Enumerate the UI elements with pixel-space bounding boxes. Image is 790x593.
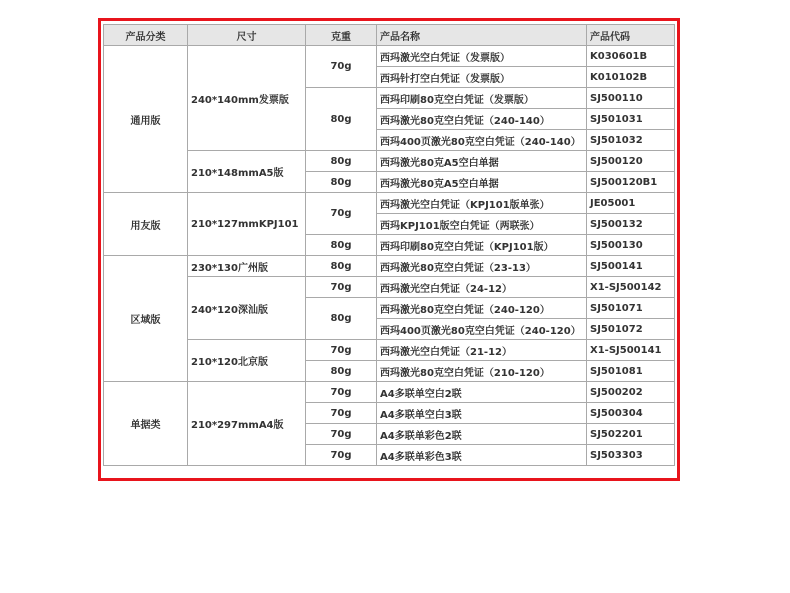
product-name-cell: 西玛激光80克空白凭证（240-120） (377, 298, 587, 319)
product-name-cell: A4多联单空白2联 (377, 382, 587, 403)
size-cell: 210*148mmA5版 (188, 151, 306, 193)
table-body (104, 46, 675, 466)
weight-cell: 70g (306, 403, 377, 424)
weight-cell: 80g (306, 235, 377, 256)
category-cell: 用友版 (104, 193, 188, 256)
product-name-cell: 西玛激光80克空白凭证（23-13） (377, 256, 587, 277)
weight-cell: 70g (306, 424, 377, 445)
product-name-cell: 西玛KPJ101版空白凭证（两联张） (377, 214, 587, 235)
table-frame (98, 18, 680, 481)
product-code-cell: SJ500120 (587, 151, 675, 172)
header-product-name: 产品名称 (377, 25, 587, 46)
product-code-cell: SJ500130 (587, 235, 675, 256)
product-code-cell: SJ501032 (587, 130, 675, 151)
product-spec-table (103, 24, 675, 466)
product-name-cell: 西玛针打空白凭证（发票版） (377, 67, 587, 88)
weight-cell: 70g (306, 382, 377, 403)
size-cell: 240*140mm发票版 (188, 46, 306, 151)
product-name-cell: 西玛激光80克空白凭证（240-140） (377, 109, 587, 130)
weight-cell: 80g (306, 151, 377, 172)
weight-cell: 80g (306, 256, 377, 277)
weight-cell: 70g (306, 277, 377, 298)
header-size: 尺寸 (188, 25, 306, 46)
product-code-cell: SJ500304 (587, 403, 675, 424)
weight-cell: 80g (306, 361, 377, 382)
size-cell: 210*120北京版 (188, 340, 306, 382)
product-code-cell: SJ501081 (587, 361, 675, 382)
size-cell: 210*127mmKPJ101 (188, 193, 306, 256)
product-name-cell: 西玛激光空白凭证（21-12） (377, 340, 587, 361)
product-name-cell: 西玛400页激光80克空白凭证（240-120） (377, 319, 587, 340)
product-code-cell: SJ502201 (587, 424, 675, 445)
size-cell: 210*297mmA4版 (188, 382, 306, 466)
product-name-cell: 西玛激光空白凭证（KPJ101版单张） (377, 193, 587, 214)
product-name-cell: 西玛激光空白凭证（发票版） (377, 46, 587, 67)
product-code-cell: SJ501072 (587, 319, 675, 340)
product-name-cell: 西玛印刷80克空白凭证（KPJ101版） (377, 235, 587, 256)
product-code-cell: SJ500120B1 (587, 172, 675, 193)
product-code-cell: SJ503303 (587, 445, 675, 466)
product-code-cell: K010102B (587, 67, 675, 88)
category-cell: 区域版 (104, 256, 188, 382)
weight-cell: 70g (306, 445, 377, 466)
table-row (104, 277, 675, 298)
weight-cell: 80g (306, 172, 377, 193)
product-code-cell: SJ500141 (587, 256, 675, 277)
product-name-cell: 西玛激光80克A5空白单据 (377, 151, 587, 172)
header-weight: 克重 (306, 25, 377, 46)
header-category: 产品分类 (104, 25, 188, 46)
table-row (104, 46, 675, 67)
product-code-cell: SJ500132 (587, 214, 675, 235)
weight-cell: 70g (306, 193, 377, 235)
product-code-cell: SJ501071 (587, 298, 675, 319)
product-name-cell: 西玛印刷80克空白凭证（发票版） (377, 88, 587, 109)
weight-cell: 80g (306, 298, 377, 340)
product-code-cell: X1-SJ500142 (587, 277, 675, 298)
size-cell: 230*130广州版 (188, 256, 306, 277)
product-code-cell: X1-SJ500141 (587, 340, 675, 361)
table-header-row (104, 25, 675, 46)
table-row (104, 382, 675, 403)
product-code-cell: SJ500202 (587, 382, 675, 403)
product-name-cell: A4多联单彩色2联 (377, 424, 587, 445)
table-row (104, 340, 675, 361)
category-cell: 通用版 (104, 46, 188, 193)
product-name-cell: 西玛激光空白凭证（24-12） (377, 277, 587, 298)
weight-cell: 70g (306, 46, 377, 88)
size-cell: 240*120深汕版 (188, 277, 306, 340)
category-cell: 单据类 (104, 382, 188, 466)
product-code-cell: SJ500110 (587, 88, 675, 109)
product-name-cell: 西玛400页激光80克空白凭证（240-140） (377, 130, 587, 151)
product-code-cell: SJ501031 (587, 109, 675, 130)
product-code-cell: K030601B (587, 46, 675, 67)
product-name-cell: A4多联单空白3联 (377, 403, 587, 424)
product-code-cell: JE05001 (587, 193, 675, 214)
header-product-code: 产品代码 (587, 25, 675, 46)
table-row (104, 193, 675, 214)
table-row (104, 151, 675, 172)
product-name-cell: 西玛激光80克空白凭证（210-120） (377, 361, 587, 382)
weight-cell: 80g (306, 88, 377, 151)
table-row (104, 256, 675, 277)
product-name-cell: A4多联单彩色3联 (377, 445, 587, 466)
product-name-cell: 西玛激光80克A5空白单据 (377, 172, 587, 193)
weight-cell: 70g (306, 340, 377, 361)
